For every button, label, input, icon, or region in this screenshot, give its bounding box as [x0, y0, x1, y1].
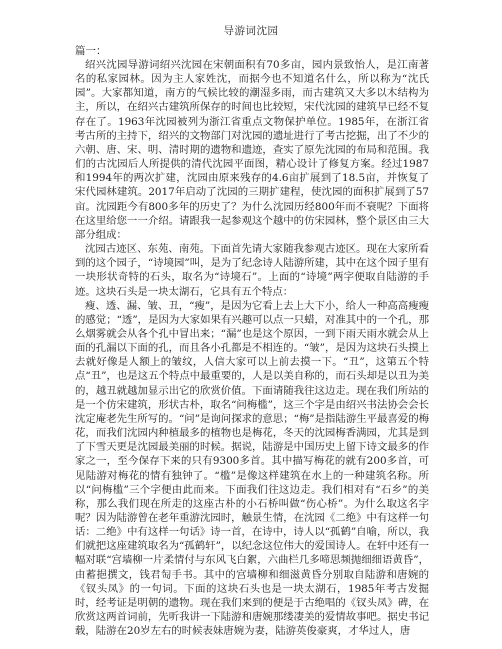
paragraph: 瘦、透、漏、皱、丑，“瘦”，是因为它看上去上大下小，给人一种高高瘦瘦的感觉；“透”，是因为大家如果有兴趣可以点一只蜡，对准其中的一个孔，那么烟雾就会从各个孔中冒出来；“漏”也是这个原因，一到下雨天雨水就会从上面的孔漏以下面的孔，而且各小孔都是不相连的。“皱”，是因为这块石头摸上去就好像是人额上的皱纹，人信大家可以上前去摸一下。“丑”，这第五个特点“丑”，也是这五个特点中最重要的，人是以美自称的，而石头却是以丑为美的，越丑就越加显示出它的欣赏价值。下面请随我往这边走。现在我们所站的是一个仿宋建筑，形状古朴，取名“问梅槛”，这三个字是由绍兴书法协会会长沈定庵老先生所写的。“问”是询问探求的意思；“梅”是指陆游生平最喜爱的梅花，而我们沈园内种植最多的植物也是梅花，冬天的沈园梅香满园，尤其是到了下雪天更是沈园最美丽的时候。据说，陆游是中国历史上留下诗文最多的作家之一，至今保存下来的只有9300多首。其中描写梅花的就有200多首，可见陆游对梅花的情有独钟了。“槛”是像这样建筑在水上的一种建筑名称。所以“问梅槛”三个字便由此而来。下面我们往这边走。我们相对有“石乡”的美称，那么我们现在所走的这座古朴的小石桥叫做“伤心桥”。为什么取这名字呢？因为陆游曾在老年重游沈园时，触景生情，在沈园《二绝》中有这样一句话：二绝》中有这样一句话》诗一首，在诗中，诗人以“孤鹤”自喻，所以，我们就把这座建筑取名为“孤鹤轩”，以纪念这位伟大的爱国诗人。在轩中还有一幅对联“宫墙柳一片柔情付与东风飞白絮，六曲栏几多啼思频抛细细语黄昏”，由蓄挹撰文，钱君匋手书。其中的宫墙柳和细滋黄昏分别取自陆游和唐婉的《钗头凤》的一句词。下面的这块石头也是一块太湖石，1985年考古发掘时，经考证是明朝的遗物。现在我们来到的便是于古绝唱的《钗头凤》碑，在欣赏这两首词前，先听我讲一下陆游和唐婉那缕凄美的爱情故事吧。据史书记载，陆游在20岁左右的时候表妹唐婉为妻，陆游英俊豪爽，才华过人，唐: [75, 299, 429, 638]
document-body: [75, 58, 429, 638]
section-label: 篇一：: [75, 45, 107, 57]
paragraph: 沈园古迹区、东苑、南苑。下面首先请大家随我参观古迹区。现在大家所看到的这个园子，“诗境园”叫，是为了纪念诗人陆游所建，其中在这个园子里有一块形状奇特的石头，取名为“诗境石”。上面的“诗境”两字便取自陆游的手迹。这块石头是一块太湖石，它具有五个特点：: [75, 243, 429, 298]
paragraph: 绍兴沈园导游词绍兴沈园在宋朝面积有70多亩，园内景致怡人，是江南著名的私家园林。因为主人家姓沈，而据今也不知道名什么，所以称为“沈氏园”。大家都知道，南方的气候比较的潮湿多雨，而古建筑又大多以木结构为主，所以，在绍兴古建筑所保存的时间也比较短，宋代沈园的建筑早已经不复存在了。1963年沈园被列为浙江省重点文物保护单位。1985年，在浙江省考古所的主持下，绍兴的文物部门对沈园的遗址进行了考古挖掘，出了不少的六朝、唐、宋、明、清时期的遗物和遗迹，查实了原先沈园的布局和范围。我们的古沈园后人所提供的清代沈园平面图，精心设计了修复方案。经过1987和1994年的两次扩建，沈园由原来残存的4.6亩扩展到了18.5亩，并恢复了宋代园林建筑。2017年启动了沈园的三期扩建程，使沈园的面积扩展到了57亩。沈园距今有800多年的历史了？为什么沈园历经800年而不衰呢？下面将在这里给您一一介绍。请跟我一起参观这个越中的仿宋园林，整个景区由三大部分组成：: [75, 59, 429, 241]
document-title: 导游词沈园: [223, 25, 279, 37]
